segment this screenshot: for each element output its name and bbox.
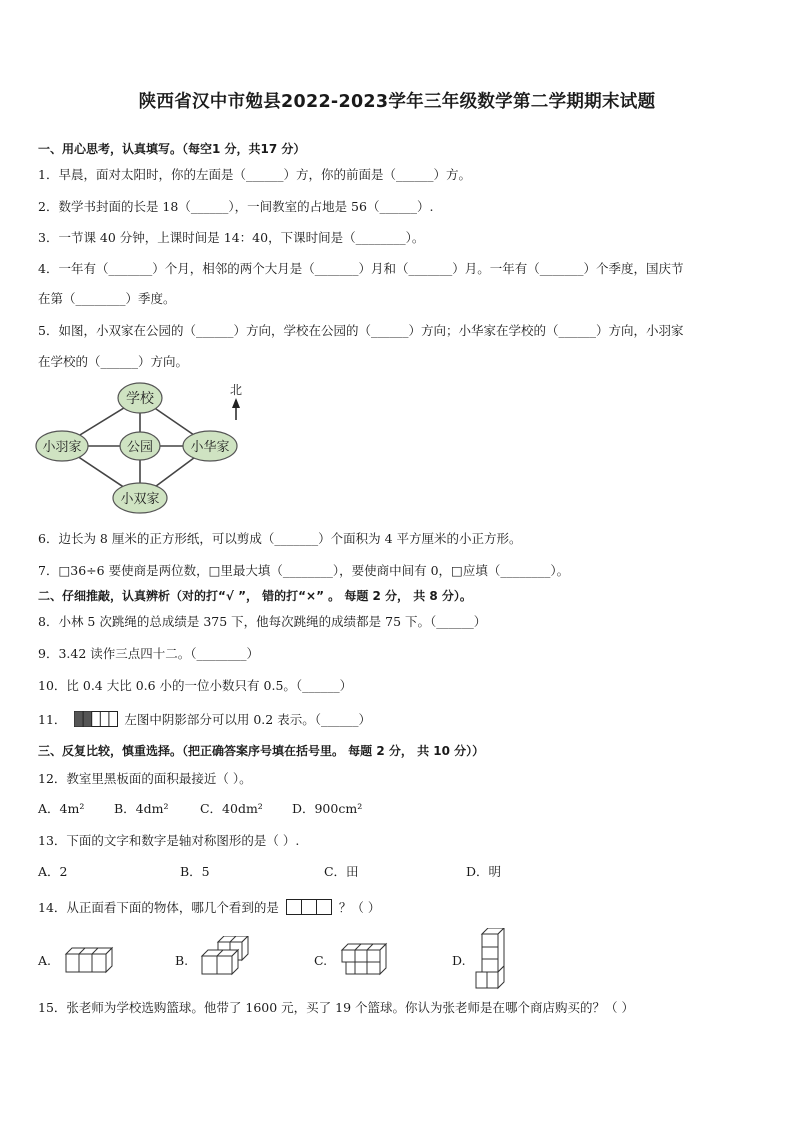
section-1-heading: 一、用心思考，认真填写。（每空1 分，共17 分） — [38, 142, 306, 156]
q13-option-b: B．5 — [179, 864, 210, 879]
question-13: 13．下面的文字和数字是轴对称图形的是（ ）. — [38, 833, 300, 848]
question-11-number: 11． — [38, 712, 67, 727]
question-3: 3．一节课 40 分钟，上课时间是 14：40，下课时间是（________）。 — [38, 230, 425, 245]
front-view-figure — [286, 899, 332, 915]
school-label: 学校 — [126, 391, 154, 407]
q14-option-b-cubes — [198, 936, 254, 976]
question-14-text: 14．从正面看下面的物体，哪几个看到的是 — [38, 900, 279, 915]
question-11-text: 左图中阴影部分可以用 0.2 表示。（______） — [124, 712, 371, 727]
question-11 — [38, 711, 371, 729]
xiaoyu-home-node — [36, 431, 88, 461]
question-8: 8．小林 5 次跳绳的总成绩是 375 下，他每次跳绳的成绩都是 75 下。（______） — [38, 614, 487, 629]
q12-option-b: B．4dm² — [113, 801, 169, 816]
question-15: 15．张老师为学校选购篮球。他带了 1600 元，买了 19 个篮球。你认为张老师是在哪个商店购买的？（ ） — [38, 1000, 634, 1015]
question-1: 1．早晨，面对太阳时，你的左面是（______）方，你的前面是（______）方。 — [38, 167, 471, 182]
q14-option-c-label: C. — [314, 953, 328, 968]
q14-option-a-label: A. — [38, 953, 52, 968]
question-13-options — [38, 863, 501, 881]
question-7: 7．□36÷6 要使商是两位数，□里最大填（________），要使商中间有 0，□应填（________）。 — [38, 563, 570, 578]
question-5-line-1: 5．如图，小双家在公园的（______）方向，学校在公园的（______）方向；小华家在学校的（______）方向，小羽家 — [38, 323, 684, 338]
section-3-heading: 三、反复比较，慎重选择。（把正确答案序号填在括号里。 每题 2 分， 共 10 分）） — [38, 744, 485, 758]
park-node — [120, 432, 160, 460]
xiaoyu-home-label: 小羽家 — [42, 440, 82, 455]
question-6: 6．边长为 8 厘米的正方形纸，可以剪成（_______）个面积为 4 平方厘米的小正方形。 — [38, 531, 522, 546]
question-14-bracket: ？（ ） — [338, 900, 381, 915]
q12-option-a: A．4m² — [38, 801, 85, 816]
q13-option-c: C．田 — [323, 864, 359, 879]
question-14 — [38, 899, 380, 917]
park-label: 公园 — [126, 440, 154, 455]
north-arrow-icon — [230, 383, 242, 420]
school-node — [118, 383, 162, 413]
question-10: 10．比 0.4 大比 0.6 小的一位小数只有 0.5。（______） — [38, 678, 353, 693]
q14-option-d-label: D. — [452, 953, 466, 968]
q14-option-b-label: B. — [175, 953, 189, 968]
q13-option-a: A．2 — [38, 864, 68, 879]
xiaoshuang-home-label: 小双家 — [120, 492, 160, 507]
question-12: 12．教室里黑板面的面积最接近（ ）。 — [38, 771, 252, 786]
direction-map-figure — [35, 378, 260, 518]
q14-option-d-cubes — [474, 928, 508, 990]
shaded-grid-figure — [74, 711, 118, 727]
xiaohua-home-node — [183, 431, 237, 461]
q14-option-c-cubes — [336, 942, 394, 976]
question-9: 9．3.42 读作三点四十二。（________） — [38, 646, 260, 661]
page-title: 陕西省汉中市勉县2022-2023学年三年级数学第二学期期末试题 — [138, 92, 656, 112]
north-label: 北 — [229, 383, 243, 397]
question-4-line-2: 在第（________）季度。 — [38, 291, 176, 306]
section-2-heading: 二、仔细推敲，认真辨析（对的打“√ ”， 错的打“×” 。 每题 2 分， 共 8 分）。 — [38, 589, 472, 603]
q13-option-d: D．明 — [465, 864, 501, 879]
xiaoshuang-home-node — [113, 483, 167, 513]
question-2: 2．数学书封面的长是 18（______），一间教室的占地是 56（______）. — [38, 199, 434, 214]
question-12-options — [38, 800, 362, 818]
question-5-line-2: 在学校的（______）方向。 — [38, 354, 189, 369]
q12-option-d: D．900cm² — [291, 801, 363, 816]
xiaohua-home-label: 小华家 — [190, 440, 230, 455]
q14-option-a-cubes — [60, 944, 120, 974]
q12-option-c: C．40dm² — [199, 801, 263, 816]
question-4-line-1: 4．一年有（_______）个月，相邻的两个大月是（_______）月和（_______）月。一年有（_______）个季度，国庆节 — [38, 261, 684, 276]
